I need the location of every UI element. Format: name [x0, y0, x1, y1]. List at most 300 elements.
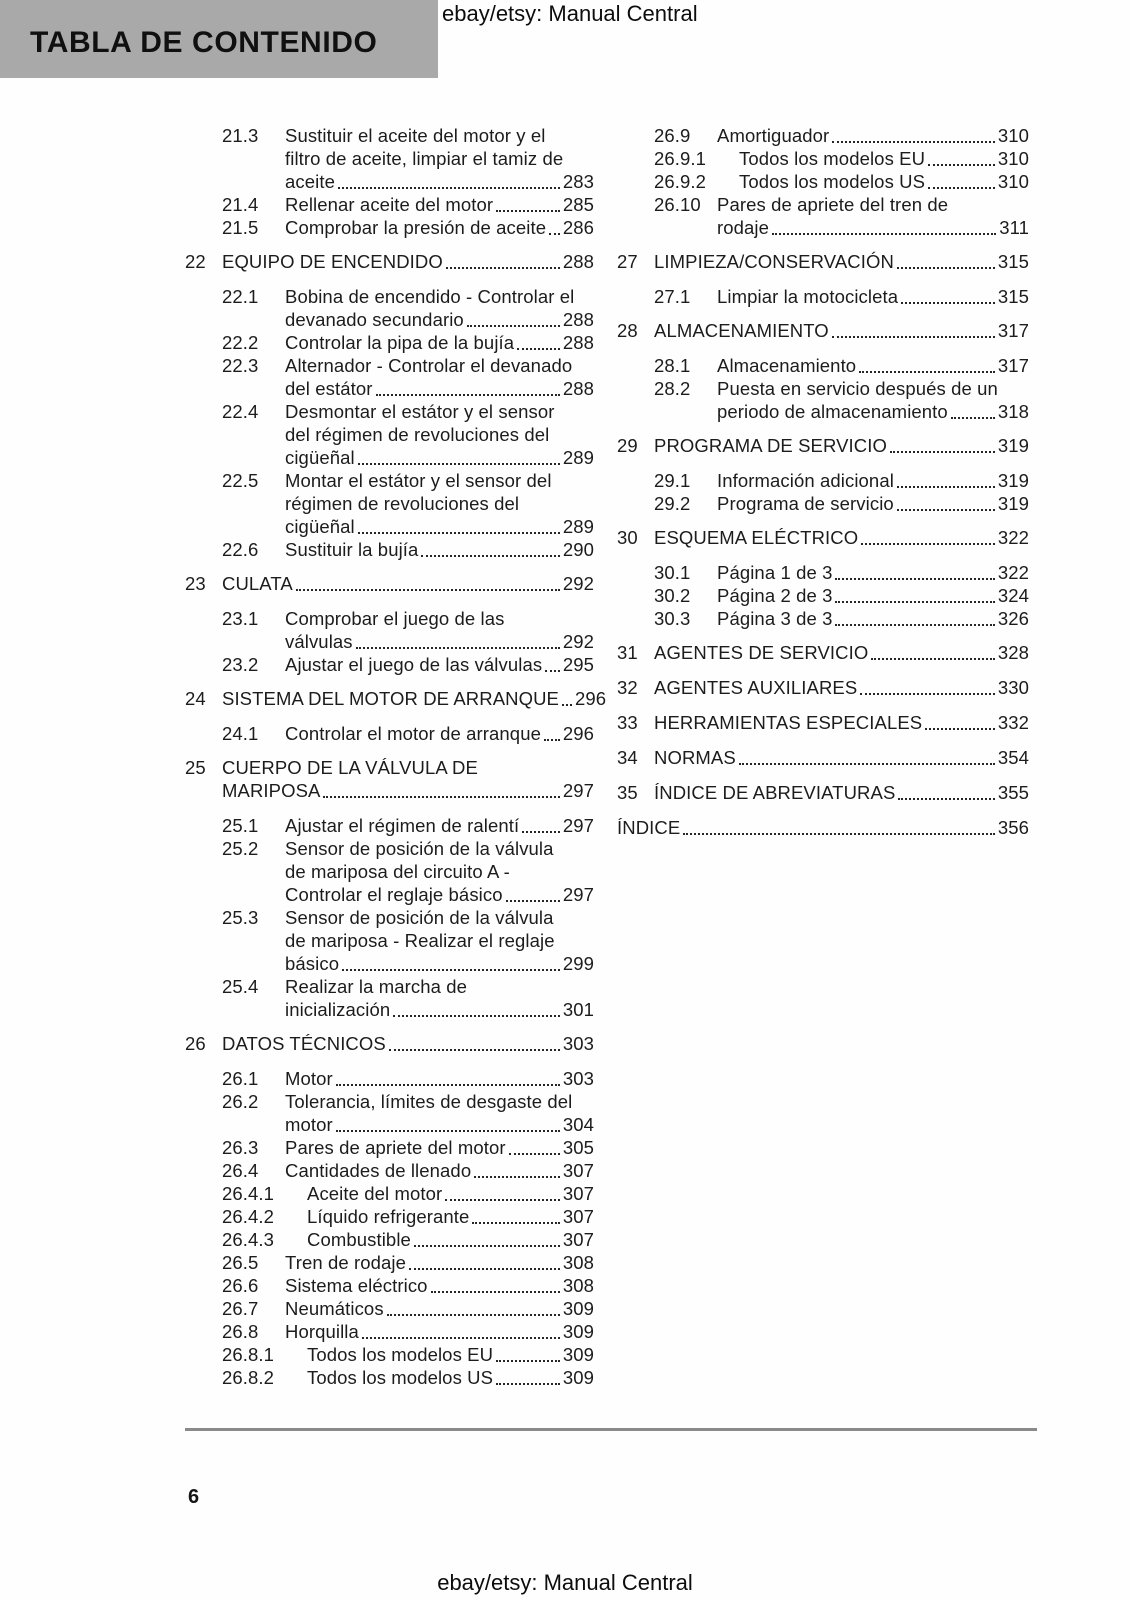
entry-title-line	[654, 319, 1029, 342]
entry-page-number: 309	[562, 1321, 594, 1342]
entry-title-line: Sustituir el aceite del motor y el	[285, 125, 546, 146]
entry-number: 26.8	[222, 1321, 259, 1342]
entry-title: Todos los modelos EU	[307, 1344, 494, 1365]
entry-title: devanado secundario	[285, 309, 464, 330]
entry-number: 25.3	[222, 907, 259, 928]
entry-title-line: Desmontar el estátor y el sensor	[285, 401, 555, 422]
entry-title-line	[285, 1274, 594, 1297]
entry-title-line	[285, 170, 594, 193]
entry-title-line	[654, 676, 1029, 699]
entry-page-number: 309	[562, 1367, 594, 1388]
entry-title: del estátor	[285, 378, 373, 399]
entry-title-line	[307, 1182, 594, 1205]
entry-title: Página 3 de 3	[717, 608, 833, 629]
entry-title: Rellenar aceite del motor	[285, 194, 494, 215]
dot-leader	[832, 124, 995, 143]
toc-sub-entry	[617, 193, 1029, 239]
entry-title: Comprobar la presión de aceite	[285, 217, 547, 238]
entry-title-line	[307, 1205, 594, 1228]
dot-leader	[928, 147, 995, 166]
entry-title: Información adicional	[717, 470, 894, 491]
toc-sub-entry	[185, 1343, 594, 1366]
entry-number: 27.1	[654, 286, 691, 307]
toc-chapter-entry	[617, 711, 1029, 734]
toc-sub-entry	[185, 1090, 594, 1136]
entry-page-number: 292	[562, 631, 594, 652]
toc-chapter-entry	[617, 319, 1029, 342]
entry-title-line	[739, 170, 1029, 193]
entry-title-line	[285, 998, 594, 1021]
entry-title: motor	[285, 1114, 333, 1135]
entry-page-number: 310	[997, 125, 1029, 146]
toc-sub-entry	[185, 814, 594, 837]
entry-page-number: 307	[562, 1229, 594, 1250]
toc-sub-entry	[185, 607, 594, 653]
entry-page-number: 308	[562, 1252, 594, 1273]
toc-chapter-entry	[617, 250, 1029, 273]
entry-title-line	[717, 400, 1029, 423]
entry-title: cigüeñal	[285, 516, 355, 537]
entry-title-line	[222, 687, 607, 710]
dot-leader	[467, 308, 560, 327]
entry-page-number: 309	[562, 1298, 594, 1319]
entry-title: ESQUEMA ELÉCTRICO	[654, 527, 859, 548]
entry-title: Amortiguador	[717, 125, 830, 146]
dot-leader	[901, 285, 995, 304]
entry-page-number: 307	[562, 1183, 594, 1204]
entry-title: Página 1 de 3	[717, 562, 833, 583]
dot-leader	[506, 883, 560, 902]
entry-title: Controlar la pipa de la bujía	[285, 332, 515, 353]
toc-sub-entry	[617, 584, 1029, 607]
entry-title: periodo de almacenamiento	[717, 401, 948, 422]
entry-page-number: 285	[562, 194, 594, 215]
entry-page-number: 289	[562, 447, 594, 468]
entry-title-line	[654, 250, 1029, 273]
dot-leader	[446, 250, 560, 269]
entry-page-number: 286	[562, 217, 594, 238]
dot-leader	[861, 526, 995, 545]
dot-leader	[683, 816, 995, 835]
entry-page-number: 317	[997, 320, 1029, 341]
entry-number: 23	[185, 573, 206, 594]
dot-leader	[517, 331, 560, 350]
entry-title-line	[739, 147, 1029, 170]
entry-title: LIMPIEZA/CONSERVACIÓN	[654, 251, 894, 272]
page-title: TABLA DE CONTENIDO	[30, 26, 378, 59]
entry-number: 21.3	[222, 125, 259, 146]
toc-chapter-entry	[617, 676, 1029, 699]
dot-leader	[389, 1032, 560, 1051]
entry-title-line	[654, 526, 1029, 549]
dot-leader	[414, 1228, 560, 1247]
dot-leader	[835, 561, 994, 580]
toc-sub-entry	[185, 1274, 594, 1297]
dot-leader	[549, 216, 560, 235]
toc-sub-entry	[617, 354, 1029, 377]
entry-number: 24	[185, 688, 206, 709]
entry-page-number: 297	[562, 815, 594, 836]
entry-page-number: 330	[997, 677, 1029, 698]
toc-sub-entry	[185, 124, 594, 193]
toc-sub-entry	[185, 1251, 594, 1274]
entry-title: Tren de rodaje	[285, 1252, 407, 1273]
entry-number: 25.1	[222, 815, 259, 836]
entry-title-line	[717, 561, 1029, 584]
entry-title: Todos los modelos US	[307, 1367, 494, 1388]
entry-number: 26.9.1	[654, 148, 707, 169]
toc-sub-entry	[185, 538, 594, 561]
entry-title: MARIPOSA	[222, 780, 321, 801]
dot-leader	[338, 170, 560, 189]
entry-number: 22.5	[222, 470, 259, 491]
entry-number: 29.2	[654, 493, 691, 514]
entry-number: 23.2	[222, 654, 259, 675]
dot-leader	[409, 1251, 560, 1270]
dot-leader	[772, 216, 996, 235]
entry-number: 26.4	[222, 1160, 259, 1181]
entry-title-line	[717, 216, 1029, 239]
entry-page-number: 288	[562, 332, 594, 353]
entry-title-line	[654, 781, 1029, 804]
dot-leader	[342, 952, 560, 971]
entry-page-number: 311	[999, 217, 1029, 238]
entry-title-line	[222, 250, 594, 273]
entry-number: 22.6	[222, 539, 259, 560]
toc-sub-entry	[617, 147, 1029, 170]
entry-page-number: 317	[997, 355, 1029, 376]
entry-title-line	[285, 1320, 594, 1343]
entry-title: Horquilla	[285, 1321, 359, 1342]
entry-title-line: CUERPO DE LA VÁLVULA DE	[222, 757, 478, 778]
entry-title-line	[222, 572, 594, 595]
entry-page-number: 301	[562, 999, 594, 1020]
toc-sub-entry	[185, 1067, 594, 1090]
entry-number: 26.2	[222, 1091, 259, 1112]
entry-title: Líquido refrigerante	[307, 1206, 470, 1227]
dot-leader	[431, 1274, 560, 1293]
toc-sub-entry	[185, 331, 594, 354]
entry-page-number: 356	[997, 817, 1029, 838]
entry-number: 26.8.2	[222, 1367, 275, 1388]
entry-page-number: 355	[997, 782, 1029, 803]
entry-title-line	[717, 285, 1029, 308]
entry-page-number: 308	[562, 1275, 594, 1296]
entry-number: 25	[185, 757, 206, 778]
footer-watermark: ebay/etsy: Manual Central	[437, 1570, 693, 1595]
entry-number: 26.1	[222, 1068, 259, 1089]
entry-page-number: 288	[562, 378, 594, 399]
entry-title: Pares de apriete del motor	[285, 1137, 506, 1158]
toc-sub-entry	[185, 1159, 594, 1182]
entry-title-line: Sensor de posición de la válvula	[285, 907, 554, 928]
entry-title-line	[654, 746, 1029, 769]
entry-title-line: del régimen de revoluciones del	[285, 424, 550, 445]
toc-sub-entry	[185, 193, 594, 216]
dot-leader	[871, 641, 994, 660]
entry-title-line	[285, 883, 594, 906]
entry-title-line: Realizar la marcha de	[285, 976, 468, 997]
entry-page-number: 304	[562, 1114, 594, 1135]
entry-number: 31	[617, 642, 638, 663]
entry-title-line	[285, 1136, 594, 1159]
entry-title: Combustible	[307, 1229, 411, 1250]
toc-chapter-entry	[617, 434, 1029, 457]
entry-title-line: de mariposa - Realizar el reglaje	[285, 930, 555, 951]
toc-chapter-entry	[617, 641, 1029, 664]
entry-number: 26.4.1	[222, 1183, 275, 1204]
dot-leader	[925, 711, 995, 730]
entry-page-number: 299	[562, 953, 594, 974]
entry-title: PROGRAMA DE SERVICIO	[654, 435, 887, 456]
entry-title-line: régimen de revoluciones del	[285, 493, 520, 514]
entry-title: DATOS TÉCNICOS	[222, 1033, 386, 1054]
entry-page-number: 322	[997, 527, 1029, 548]
entry-title: SISTEMA DEL MOTOR DE ARRANQUE	[222, 688, 559, 709]
entry-title-line	[285, 331, 594, 354]
entry-title: Motor	[285, 1068, 333, 1089]
dot-leader	[522, 814, 560, 833]
entry-number: 26.7	[222, 1298, 259, 1319]
entry-page-number: 354	[997, 747, 1029, 768]
entry-title-line	[285, 1159, 594, 1182]
entry-title-line: filtro de aceite, limpiar el tamiz de	[285, 148, 564, 169]
entry-number: 22.4	[222, 401, 259, 422]
entry-title-line	[285, 216, 594, 239]
toc-chapter-entry	[185, 250, 594, 273]
entry-title: NORMAS	[654, 747, 736, 768]
entry-title-line: Montar el estátor y el sensor del	[285, 470, 552, 491]
entry-number: 26	[185, 1033, 206, 1054]
entry-number: 26.3	[222, 1137, 259, 1158]
entry-number: 22.2	[222, 332, 259, 353]
entry-page-number: 305	[562, 1137, 594, 1158]
entry-title-line	[285, 377, 594, 400]
toc-sub-entry	[617, 561, 1029, 584]
toc-sub-entry	[185, 1136, 594, 1159]
entry-title: cigüeñal	[285, 447, 355, 468]
toc-column-right	[617, 124, 1029, 851]
entry-title: EQUIPO DE ENCENDIDO	[222, 251, 443, 272]
toc-chapter-entry	[617, 781, 1029, 804]
entry-page-number: 292	[562, 573, 594, 594]
entry-page-number: 318	[997, 401, 1029, 422]
entry-page-number: 322	[997, 562, 1029, 583]
entry-title: Controlar el reglaje básico	[285, 884, 503, 905]
toc-chapter-entry	[185, 1032, 594, 1055]
entry-title: básico	[285, 953, 340, 974]
toc-chapter-entry	[185, 756, 594, 802]
dot-leader	[951, 400, 995, 419]
toc-sub-entry	[185, 285, 594, 331]
toc-sub-entry	[185, 400, 594, 469]
toc-sub-entry	[185, 1320, 594, 1343]
entry-page-number: 288	[562, 309, 594, 330]
entry-number: 26.8.1	[222, 1344, 275, 1365]
dot-leader	[897, 469, 995, 488]
entry-title: HERRAMIENTAS ESPECIALES	[654, 712, 923, 733]
entry-number: 26.4.3	[222, 1229, 275, 1250]
entry-title: ÍNDICE DE ABREVIATURAS	[654, 782, 896, 803]
toc-sub-entry	[617, 377, 1029, 423]
toc-sub-entry	[185, 1366, 594, 1389]
entry-title-line	[307, 1343, 594, 1366]
footer-divider	[185, 1428, 1037, 1431]
entry-title-line	[285, 653, 594, 676]
dot-leader	[898, 781, 994, 800]
entry-page-number: 315	[997, 286, 1029, 307]
entry-page-number: 326	[997, 608, 1029, 629]
entry-number: 26.5	[222, 1252, 259, 1273]
entry-number: 26.4.2	[222, 1206, 275, 1227]
entry-title-line	[285, 1297, 594, 1320]
entry-page-number: 319	[997, 435, 1029, 456]
entry-title: AGENTES DE SERVICIO	[654, 642, 869, 663]
entry-title-line	[654, 641, 1029, 664]
entry-title-line: Sensor de posición de la válvula	[285, 838, 554, 859]
toc-sub-entry	[185, 1228, 594, 1251]
dot-leader	[835, 584, 994, 603]
entry-title-line	[222, 1032, 594, 1055]
entry-title: CULATA	[222, 573, 293, 594]
entry-title-line	[307, 1228, 594, 1251]
entry-title-line	[285, 193, 594, 216]
entry-number: 26.10	[654, 194, 701, 215]
entry-title-line	[285, 1113, 594, 1136]
toc-sub-entry	[185, 1205, 594, 1228]
dot-leader	[859, 354, 995, 373]
entry-title: Sistema eléctrico	[285, 1275, 428, 1296]
toc-column-left	[185, 124, 607, 1389]
entry-page-number: 297	[562, 884, 594, 905]
entry-title-line	[285, 1251, 594, 1274]
entry-title-line: Pares de apriete del tren de	[717, 194, 949, 215]
dot-leader	[544, 722, 560, 741]
entry-title-line	[285, 538, 594, 561]
dot-leader	[336, 1113, 560, 1132]
dot-leader	[421, 538, 559, 557]
dot-leader	[545, 653, 560, 672]
entry-number: 30	[617, 527, 638, 548]
dot-leader	[323, 779, 559, 798]
dot-leader	[376, 377, 560, 396]
entry-title: aceite	[285, 171, 335, 192]
dot-leader	[496, 193, 560, 212]
header-watermark: ebay/etsy: Manual Central	[442, 1, 698, 26]
entry-number: 29	[617, 435, 638, 456]
entry-title-line	[307, 1366, 594, 1389]
entry-title: Neumáticos	[285, 1298, 384, 1319]
entry-page-number: 307	[562, 1160, 594, 1181]
dot-leader	[890, 434, 995, 453]
dot-leader	[445, 1182, 560, 1201]
entry-page-number: 332	[997, 712, 1029, 733]
dot-leader	[336, 1067, 560, 1086]
toc-sub-entry	[185, 216, 594, 239]
entry-title: AGENTES AUXILIARES	[654, 677, 858, 698]
entry-title: Programa de servicio	[717, 493, 894, 514]
entry-number: 25.4	[222, 976, 259, 997]
entry-number: 30.3	[654, 608, 691, 629]
entry-number: 30.2	[654, 585, 691, 606]
toc-sub-entry	[185, 837, 594, 906]
entry-title: Sustituir la bujía	[285, 539, 419, 560]
entry-title: inicialización	[285, 999, 391, 1020]
entry-title-line: Comprobar el juego de las	[285, 608, 505, 629]
toc-chapter-entry	[617, 746, 1029, 769]
entry-number: 28.1	[654, 355, 691, 376]
entry-number: 30.1	[654, 562, 691, 583]
entry-page-number: 296	[575, 688, 607, 709]
entry-title: válvulas	[285, 631, 353, 652]
toc-chapter-entry	[185, 687, 607, 710]
dot-leader	[562, 687, 572, 706]
toc-sub-entry	[185, 975, 594, 1021]
entry-page-number: 295	[562, 654, 594, 675]
entry-title-line: de mariposa del circuito A -	[285, 861, 510, 882]
entry-page-number: 289	[562, 516, 594, 537]
entry-title: ÍNDICE	[617, 817, 681, 838]
toc-chapter-entry	[617, 526, 1029, 549]
entry-number: 24.1	[222, 723, 259, 744]
dot-leader	[860, 676, 995, 695]
entry-title: Ajustar el juego de las válvulas	[285, 654, 543, 675]
entry-title-line: Bobina de encendido - Controlar el	[285, 286, 575, 307]
toc-sub-entry	[617, 124, 1029, 147]
entry-title: ALMACENAMIENTO	[654, 320, 829, 341]
entry-title-line	[285, 308, 594, 331]
entry-page-number: 303	[562, 1068, 594, 1089]
entry-number: 35	[617, 782, 638, 803]
dot-leader	[472, 1205, 559, 1224]
entry-title: Aceite del motor	[307, 1183, 443, 1204]
dot-leader	[739, 746, 995, 765]
entry-title: Almacenamiento	[717, 355, 857, 376]
entry-page-number: 324	[997, 585, 1029, 606]
entry-number: 26.6	[222, 1275, 259, 1296]
page-number: 6	[188, 1486, 200, 1508]
entry-title-line	[717, 607, 1029, 630]
entry-page-number: 319	[997, 470, 1029, 491]
entry-title-line: Puesta en servicio después de un	[717, 378, 998, 399]
toc-sub-entry	[617, 170, 1029, 193]
entry-title: Todos los modelos US	[739, 171, 926, 192]
toc-sub-entry	[185, 722, 594, 745]
dot-leader	[928, 170, 995, 189]
toc-sub-entry	[185, 1297, 594, 1320]
toc-sub-entry	[185, 469, 594, 538]
entry-number: 33	[617, 712, 638, 733]
dot-leader	[356, 630, 560, 649]
dot-leader	[835, 607, 994, 626]
entry-page-number: 303	[562, 1033, 594, 1054]
entry-title-line	[285, 814, 594, 837]
entry-number: 22	[185, 251, 206, 272]
entry-number: 28	[617, 320, 638, 341]
entry-page-number: 283	[562, 171, 594, 192]
dot-leader	[474, 1159, 560, 1178]
entry-title-line	[717, 584, 1029, 607]
entry-title-line	[285, 952, 594, 975]
entry-number: 26.9.2	[654, 171, 707, 192]
entry-number: 21.5	[222, 217, 259, 238]
entry-number: 29.1	[654, 470, 691, 491]
entry-title-line: Tolerancia, límites de desgaste del	[285, 1091, 573, 1112]
dot-leader	[393, 998, 560, 1017]
entry-title: Página 2 de 3	[717, 585, 833, 606]
entry-title-line: Alternador - Controlar el devanado	[285, 355, 573, 376]
toc-sub-entry	[617, 469, 1029, 492]
